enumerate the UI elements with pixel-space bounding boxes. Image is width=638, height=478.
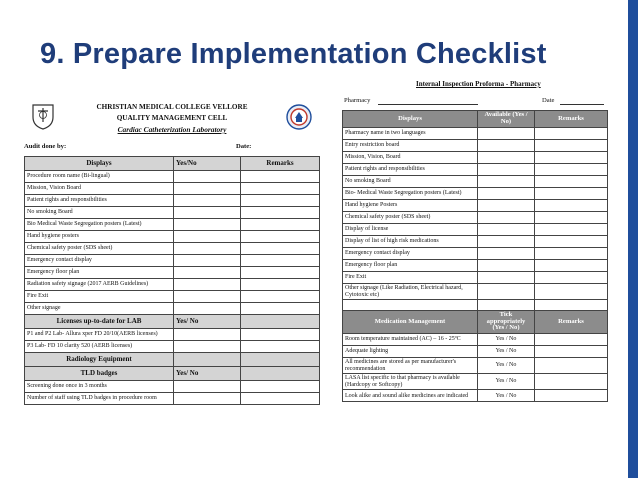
section-header-cell bbox=[241, 353, 320, 367]
table-row bbox=[343, 260, 608, 272]
yes-no-cell bbox=[174, 231, 241, 243]
spacer-cell bbox=[535, 300, 608, 311]
yes-no-cell bbox=[174, 255, 241, 267]
yes-no-cell bbox=[174, 329, 241, 341]
yes-no-cell bbox=[174, 393, 241, 405]
spacer-cell bbox=[478, 300, 535, 311]
table-row bbox=[25, 219, 320, 231]
checklist-item: Chemical safety poster (SDS sheet) bbox=[25, 243, 174, 255]
remarks-cell bbox=[535, 272, 608, 284]
remarks-cell bbox=[241, 341, 320, 353]
checklist-item: Mission, Vision Board bbox=[25, 183, 174, 195]
section-header-row bbox=[343, 311, 608, 334]
remarks-cell bbox=[535, 212, 608, 224]
cmc-checklist-table bbox=[24, 156, 320, 405]
remarks-cell bbox=[535, 128, 608, 140]
checklist-item: Bio- Medical Waste Segregation posters (Latest) bbox=[343, 188, 478, 200]
table-row bbox=[343, 236, 608, 248]
checklist-item: Radiation safety signage (2017 AERB Guidelines) bbox=[25, 279, 174, 291]
checklist-item: Emergency floor plan bbox=[343, 260, 478, 272]
quality-seal-icon bbox=[286, 104, 312, 130]
remarks-cell bbox=[241, 381, 320, 393]
section-header-cell bbox=[241, 315, 320, 329]
checklist-item: Adequate lighting bbox=[343, 345, 478, 357]
yes-no-cell bbox=[174, 267, 241, 279]
section-header-cell: Remarks bbox=[241, 157, 320, 171]
checklist-item: Hand hygiene posters bbox=[25, 231, 174, 243]
remarks-cell bbox=[241, 183, 320, 195]
checklist-item: Patient rights and responsibilities bbox=[343, 164, 478, 176]
table-row bbox=[343, 200, 608, 212]
yes-no-cell bbox=[174, 183, 241, 195]
remarks-cell bbox=[241, 303, 320, 315]
yes-no-cell bbox=[174, 171, 241, 183]
table-row bbox=[25, 171, 320, 183]
checklist-item: Bio Medical Waste Segregation posters (Latest) bbox=[25, 219, 174, 231]
section-header-cell: Displays bbox=[343, 111, 478, 128]
section-header-cell: Licenses up-to-date for LAB bbox=[25, 315, 174, 329]
table-row bbox=[343, 248, 608, 260]
remarks-cell bbox=[241, 291, 320, 303]
checklist-item: Screening done once in 3 months bbox=[25, 381, 174, 393]
remarks-cell bbox=[535, 357, 608, 373]
section-header-cell: Radiology Equipment bbox=[25, 353, 174, 367]
yes-no-cell: Yes / No bbox=[478, 345, 535, 357]
section-header-cell: Yes/No bbox=[174, 157, 241, 171]
remarks-cell bbox=[535, 236, 608, 248]
table-row bbox=[25, 329, 320, 341]
available-cell bbox=[478, 128, 535, 140]
available-cell bbox=[478, 164, 535, 176]
checklist-item: P1 and P2 Lab- Allura xper FD 20/10(AERB licenses) bbox=[25, 329, 174, 341]
remarks-cell bbox=[535, 345, 608, 357]
table-row bbox=[25, 291, 320, 303]
table-row bbox=[25, 341, 320, 353]
remarks-cell bbox=[241, 255, 320, 267]
table-row bbox=[25, 183, 320, 195]
section-header-cell: Yes/ No bbox=[174, 367, 241, 381]
section-header-row bbox=[25, 367, 320, 381]
table-row bbox=[25, 195, 320, 207]
available-cell bbox=[478, 188, 535, 200]
audit-done-by-label: Audit done by: bbox=[24, 143, 67, 150]
table-row bbox=[343, 357, 608, 373]
checklist-item: Fire Exit bbox=[25, 291, 174, 303]
table-row bbox=[343, 224, 608, 236]
org-header bbox=[64, 102, 280, 135]
date-blank-line bbox=[560, 104, 604, 105]
remarks-cell bbox=[241, 207, 320, 219]
available-cell bbox=[478, 284, 535, 300]
checklist-item: No smoking Board bbox=[343, 176, 478, 188]
checklist-item: Emergency contact display bbox=[343, 248, 478, 260]
table-row bbox=[343, 152, 608, 164]
yes-no-cell bbox=[174, 195, 241, 207]
table-row bbox=[343, 390, 608, 402]
audit-row bbox=[24, 143, 320, 150]
yes-no-cell bbox=[174, 279, 241, 291]
remarks-cell bbox=[241, 243, 320, 255]
available-cell bbox=[478, 212, 535, 224]
cmc-emblem-icon bbox=[30, 102, 56, 130]
table-row bbox=[343, 164, 608, 176]
remarks-cell bbox=[241, 329, 320, 341]
section-header-cell: Remarks bbox=[535, 111, 608, 128]
section-header-cell: Available (Yes / No) bbox=[478, 111, 535, 128]
section-header-cell: Yes/ No bbox=[174, 315, 241, 329]
checklist-item: LASA list specific to that pharmacy is available (Hardcopy or Softcopy) bbox=[343, 374, 478, 390]
org-name: CHRISTIAN MEDICAL COLLEGE VELLORE bbox=[96, 103, 248, 111]
table-row bbox=[343, 333, 608, 345]
table-row bbox=[25, 381, 320, 393]
checklist-item: Fire Exit bbox=[343, 272, 478, 284]
section-header-cell bbox=[174, 353, 241, 367]
checklist-item: Entry restriction board bbox=[343, 140, 478, 152]
checklist-item: All medicines are stored as per manufacturer's recommendation bbox=[343, 357, 478, 373]
cmc-checklist-document bbox=[24, 100, 320, 440]
remarks-cell bbox=[241, 279, 320, 291]
section-header-row bbox=[25, 157, 320, 171]
table-row bbox=[25, 207, 320, 219]
available-cell bbox=[478, 236, 535, 248]
section-header-row bbox=[343, 111, 608, 128]
section-header-cell: TLD badges bbox=[25, 367, 174, 381]
yes-no-cell: Yes / No bbox=[478, 357, 535, 373]
remarks-cell bbox=[241, 393, 320, 405]
remarks-cell bbox=[535, 390, 608, 402]
available-cell bbox=[478, 152, 535, 164]
section-header-cell: Tick appropriately (Yes / No) bbox=[478, 311, 535, 334]
table-row bbox=[25, 267, 320, 279]
remarks-cell bbox=[535, 260, 608, 272]
yes-no-cell: Yes / No bbox=[478, 390, 535, 402]
proforma-date-label: Date bbox=[542, 97, 555, 104]
remarks-cell bbox=[535, 164, 608, 176]
section-header-cell bbox=[241, 367, 320, 381]
checklist-item: No smoking Board bbox=[25, 207, 174, 219]
table-row bbox=[343, 272, 608, 284]
checklist-item: Emergency floor plan bbox=[25, 267, 174, 279]
table-row bbox=[343, 374, 608, 390]
table-row bbox=[25, 231, 320, 243]
remarks-cell bbox=[535, 140, 608, 152]
section-header-cell: Medication Management bbox=[343, 311, 478, 334]
yes-no-cell bbox=[174, 303, 241, 315]
remarks-cell bbox=[241, 171, 320, 183]
checklist-item: Pharmacy name in two languages bbox=[343, 128, 478, 140]
spacer-row bbox=[343, 300, 608, 311]
yes-no-cell: Yes / No bbox=[478, 374, 535, 390]
remarks-cell bbox=[535, 248, 608, 260]
remarks-cell bbox=[241, 231, 320, 243]
checklist-item: Display of license bbox=[343, 224, 478, 236]
checklist-item: Look alike and sound alike medicines are indicated bbox=[343, 390, 478, 402]
section-header-cell: Remarks bbox=[535, 311, 608, 334]
checklist-item: Procedure room name (Bi-lingual) bbox=[25, 171, 174, 183]
pharmacy-blank-line bbox=[378, 104, 478, 105]
slide-title: 9. Prepare Implementation Checklist bbox=[40, 38, 547, 70]
checklist-item: Number of staff using TLD badges in procedure room bbox=[25, 393, 174, 405]
yes-no-cell bbox=[174, 381, 241, 393]
available-cell bbox=[478, 140, 535, 152]
available-cell bbox=[478, 260, 535, 272]
table-row bbox=[343, 284, 608, 300]
table-row bbox=[343, 128, 608, 140]
remarks-cell bbox=[535, 176, 608, 188]
table-row bbox=[25, 243, 320, 255]
yes-no-cell: Yes / No bbox=[478, 333, 535, 345]
table-row bbox=[343, 188, 608, 200]
remarks-cell bbox=[241, 219, 320, 231]
yes-no-cell bbox=[174, 219, 241, 231]
remarks-cell bbox=[535, 333, 608, 345]
available-cell bbox=[478, 176, 535, 188]
checklist-item: Mission, Vision, Board bbox=[343, 152, 478, 164]
audit-date-label: Date: bbox=[236, 143, 252, 150]
available-cell bbox=[478, 200, 535, 212]
remarks-cell bbox=[535, 224, 608, 236]
yes-no-cell bbox=[174, 207, 241, 219]
table-row bbox=[25, 393, 320, 405]
remarks-cell bbox=[535, 374, 608, 390]
lab-name: Cardiac Catheterization Laboratory bbox=[117, 125, 227, 134]
checklist-item: Display of list of high risk medications bbox=[343, 236, 478, 248]
table-row bbox=[25, 255, 320, 267]
proforma-title: Internal Inspection Proforma - Pharmacy bbox=[416, 80, 541, 88]
available-cell bbox=[478, 248, 535, 260]
table-row bbox=[25, 303, 320, 315]
remarks-cell bbox=[535, 200, 608, 212]
remarks-cell bbox=[241, 195, 320, 207]
table-row bbox=[343, 345, 608, 357]
available-cell bbox=[478, 272, 535, 284]
section-header-cell: Displays bbox=[25, 157, 174, 171]
remarks-cell bbox=[535, 188, 608, 200]
remarks-cell bbox=[241, 267, 320, 279]
checklist-item: Other signage (Like Radiation, Electrical hazard, Cytotoxic etc) bbox=[343, 284, 478, 300]
checklist-item: Chemical safety poster (SDS sheet) bbox=[343, 212, 478, 224]
table-row bbox=[343, 176, 608, 188]
yes-no-cell bbox=[174, 291, 241, 303]
spacer-cell bbox=[343, 300, 478, 311]
checklist-item: P3 Lab- FD 10 clarity 520 (AERB licenses) bbox=[25, 341, 174, 353]
yes-no-cell bbox=[174, 243, 241, 255]
table-row bbox=[343, 212, 608, 224]
checklist-item: Patient rights and responsibilities bbox=[25, 195, 174, 207]
yes-no-cell bbox=[174, 341, 241, 353]
table-row bbox=[343, 140, 608, 152]
slide-accent-bar bbox=[628, 0, 638, 478]
pharmacy-proforma-document bbox=[340, 78, 610, 450]
checklist-item: Emergency contact display bbox=[25, 255, 174, 267]
section-header-row bbox=[25, 315, 320, 329]
checklist-item: Other signage bbox=[25, 303, 174, 315]
pharmacy-inspection-table bbox=[342, 110, 608, 402]
remarks-cell bbox=[535, 284, 608, 300]
pharmacy-label: Pharmacy bbox=[344, 97, 371, 104]
remarks-cell bbox=[535, 152, 608, 164]
org-cell: QUALITY MANAGEMENT CELL bbox=[116, 114, 228, 122]
section-header-row bbox=[25, 353, 320, 367]
checklist-item: Room temperature maintained (AC) – 16 - 25ºC bbox=[343, 333, 478, 345]
available-cell bbox=[478, 224, 535, 236]
checklist-item: Hand hygiene Posters bbox=[343, 200, 478, 212]
table-row bbox=[25, 279, 320, 291]
